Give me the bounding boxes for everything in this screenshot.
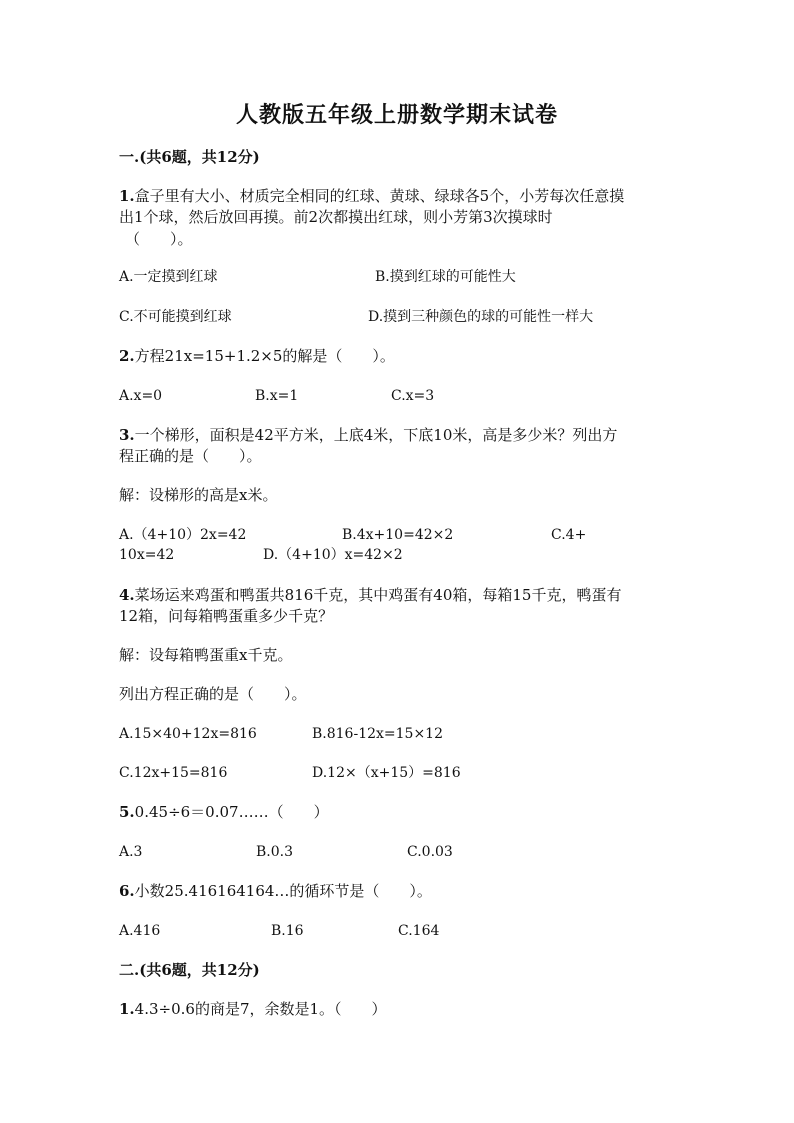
question-text: 小数25.416164164…的循环节是（ ）。: [134, 882, 432, 900]
question-text: 0.45÷6＝0.07……（ ）: [134, 803, 329, 821]
question-number: 5.: [119, 803, 135, 821]
option-a: A.15×40+12x=816: [119, 726, 257, 742]
question-4-line-1: [119, 585, 621, 605]
question-number: 4.: [119, 586, 135, 604]
question-3-solution: 解：设梯形的高是x米。: [119, 486, 278, 504]
option-a: A.x=0: [119, 388, 163, 404]
question-4-ask: 列出方程正确的是（ ）。: [119, 685, 307, 703]
question-7: [119, 999, 387, 1019]
exam-title: 人教版五年级上册数学期末试卷: [235, 102, 558, 128]
option-b: B.16: [271, 923, 304, 939]
option-a: A.3: [119, 844, 143, 860]
section-heading-1: 一.(共6题，共12分): [119, 148, 260, 166]
question-6: [119, 881, 432, 901]
option-a: A.一定摸到红球: [119, 269, 218, 285]
question-number: 1.: [119, 1000, 135, 1018]
option-d: D.摸到三种颜色的球的可能性一样大: [368, 309, 594, 325]
question-3-line-2: 程正确的是（ ）。: [119, 447, 262, 465]
option-b: B.摸到红球的可能性大: [375, 269, 516, 285]
option-a: A.（4+10）2x=42: [119, 527, 247, 543]
question-2: [119, 346, 395, 366]
question-4-line-2: 12箱，问每箱鸭蛋重多少千克？: [119, 607, 334, 625]
option-d: D.（4+10）x=42×2: [263, 547, 403, 563]
question-1-line-3: （ ）。: [125, 230, 193, 248]
section-heading-2: 二.(共6题，共12分): [119, 961, 260, 979]
option-c: C.0.03: [407, 844, 453, 860]
question-text: 菜场运来鸡蛋和鸭蛋共816千克，其中鸡蛋有40箱，每箱15千克，鸭蛋有: [134, 586, 622, 604]
option-b: B.4x+10=42×2: [342, 527, 454, 543]
question-text: 4.3÷0.6的商是7，余数是1。（ ）: [134, 1000, 387, 1018]
question-4-solution: 解：设每箱鸭蛋重x千克。: [119, 646, 293, 664]
question-5: [119, 802, 329, 822]
question-3-line-1: [119, 425, 617, 445]
option-c: C.4+: [551, 527, 587, 543]
question-number: 2.: [119, 347, 135, 365]
option-c: C.不可能摸到红球: [119, 309, 232, 325]
option-b: B.816-12x=15×12: [312, 726, 443, 742]
option-b: B.x=1: [255, 388, 299, 404]
option-d: D.12×（x+15）=816: [312, 765, 461, 781]
question-number: 1.: [119, 187, 135, 205]
option-b: B.0.3: [256, 844, 294, 860]
option-a: A.416: [119, 923, 161, 939]
question-text: 盒子里有大小、材质完全相同的红球、黄球、绿球各5个，小芳每次任意摸: [134, 187, 625, 205]
option-c: C.12x+15=816: [119, 765, 228, 781]
question-1-line-1: [119, 186, 624, 206]
question-number: 3.: [119, 426, 135, 444]
option-c: C.x=3: [391, 388, 435, 404]
question-number: 6.: [119, 882, 135, 900]
option-c-continued: 10x=42: [119, 547, 175, 563]
option-c: C.164: [398, 923, 440, 939]
question-text: 一个梯形，面积是42平方米，上底4米，下底10米，高是多少米？列出方: [134, 426, 618, 444]
question-text: 方程21x=15+1.2×5的解是（ ）。: [134, 347, 395, 365]
question-1-line-2: 出1个球，然后放回再摸。前2次都摸出红球，则小芳第3次摸球时: [119, 208, 553, 226]
